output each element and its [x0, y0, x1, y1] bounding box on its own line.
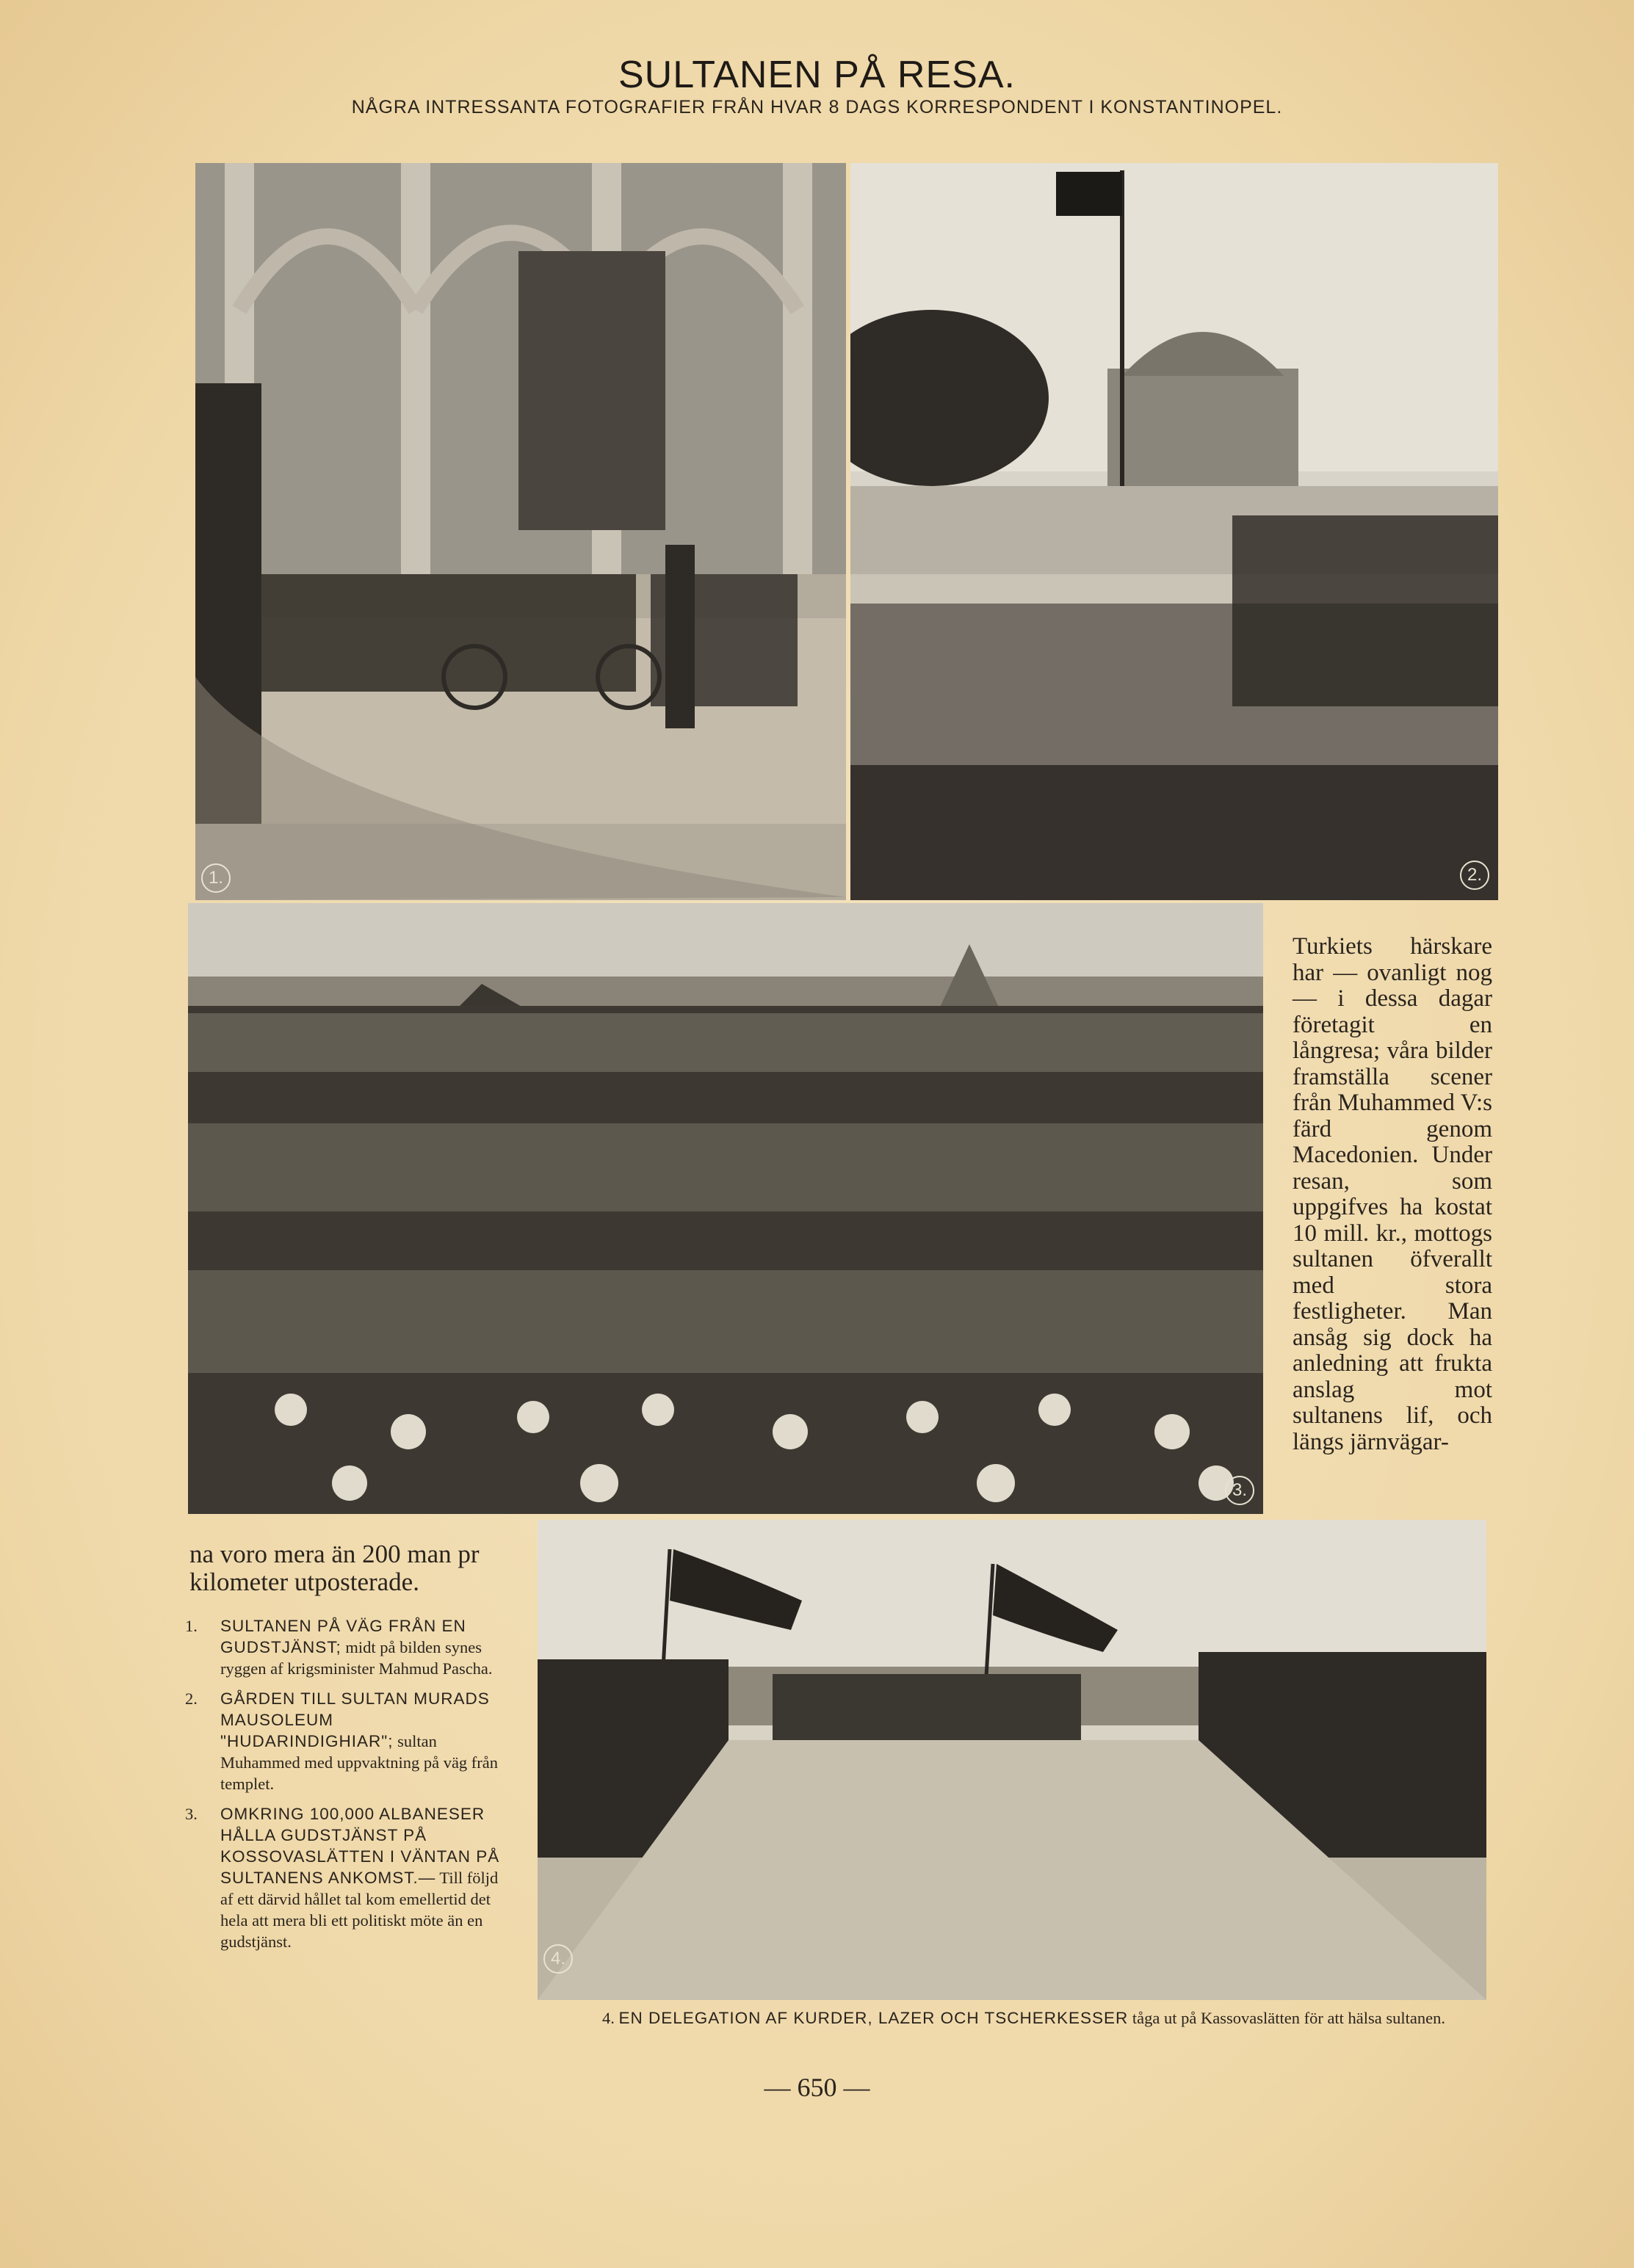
page-number: — 650 —: [764, 2073, 870, 2102]
photo-4-delegation: [538, 1520, 1486, 2000]
photo-captions: [185, 1615, 508, 1961]
caption-2: [185, 1688, 508, 1794]
photo-number-badge: 2.: [1460, 861, 1489, 890]
caption-heading: OMKRING 100,000 ALBANESER HÅLLA GUDSTJÄNST PÅ KOSSOVASLÄTTEN I VÄNTAN PÅ SULTANENS ANKOMST.—: [220, 1805, 500, 1887]
caption-heading: EN DELEGATION AF KURDER, LAZER OCH TSCHERKESSER: [618, 2009, 1129, 2027]
caption-number: 1.: [185, 1617, 198, 1635]
photo-3-albanian-crowd: [188, 903, 1263, 1514]
caption-4: [546, 2007, 1501, 2029]
caption-number: 2.: [185, 1689, 198, 1708]
photo-1-sultan-leaving-service: [195, 163, 846, 900]
caption-text: Till följd af ett därvid hållet tal kom emellertid det hela att mera bli ett politiskt möte än en gudstjänst.: [220, 1869, 499, 1951]
caption-text: tåga ut på Kassovaslätten för att hälsa sultanen.: [1128, 2009, 1446, 2027]
article-body-column: Turkiets härskare har — ovanligt nog — i dessa dagar företagit en långresa; våra bilder framställa scener från Muhammed V:s färd genom Macedonien. Under resan, som uppgifves ha kostat 10 mill. kr., mottogs sultanen öfverallt med stora festligheter. Man ansåg sig dock ha anledning att frukta anslag mot sultanens lif, och längs järnvägar-: [1293, 933, 1492, 1455]
page-title: SULTANEN PÅ RESA.: [618, 54, 1016, 96]
caption-1: [185, 1615, 508, 1679]
caption-text: sultan Muhammed med uppvaktning på väg från templet.: [220, 1732, 499, 1793]
caption-3: [185, 1803, 508, 1952]
caption-number: 4.: [601, 2009, 615, 2027]
caption-heading: GÅRDEN TILL SULTAN MURADS MAUSOLEUM "HUDARINDIGHIAR";: [220, 1689, 490, 1750]
photo-number-badge: 4.: [543, 1944, 573, 1974]
page-subtitle: NÅGRA INTRESSANTA FOTOGRAFIER FRÅN HVAR 8 DAGS KORRESPONDENT I KONSTANTINOPEL.: [351, 97, 1283, 117]
photo-number-badge: 3.: [1225, 1476, 1254, 1505]
caption-number: 3.: [185, 1805, 198, 1823]
caption-heading: SULTANEN PÅ VÄG FRÅN EN GUDSTJÄNST;: [220, 1617, 466, 1656]
article-body-continuation: na voro mera än 200 man pr kilometer utposterade.: [189, 1540, 480, 1596]
photo-2-mausoleum-courtyard: [850, 163, 1498, 900]
photo-number-badge: 1.: [201, 863, 231, 893]
caption-text: midt på bilden synes ryggen af krigsminister Mahmud Pascha.: [220, 1638, 493, 1678]
